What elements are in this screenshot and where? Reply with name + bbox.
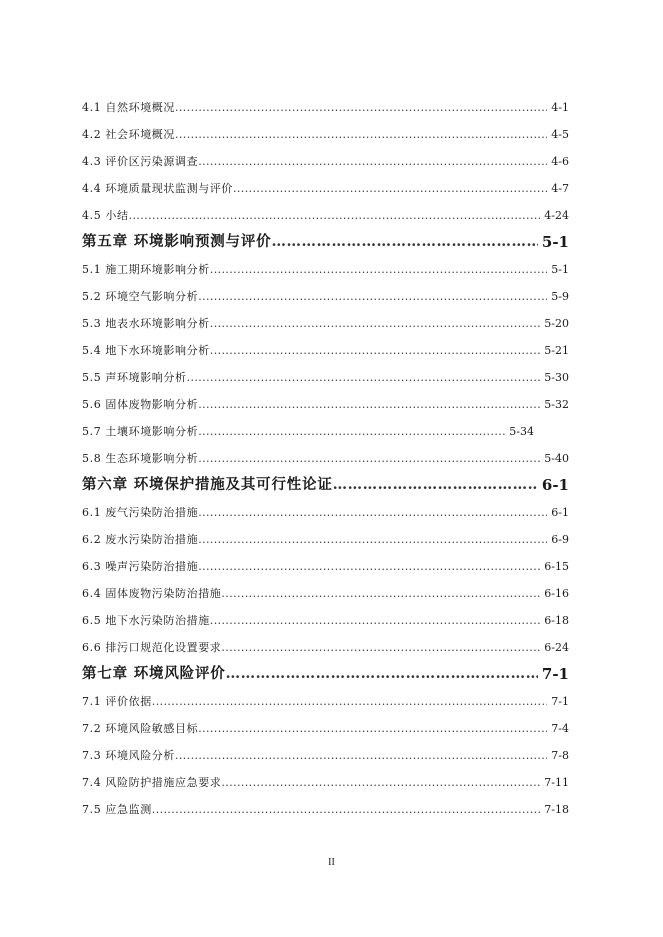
- dot-leader: [210, 262, 547, 281]
- toc-entry-label: 4.2 社会环境概况: [82, 128, 175, 141]
- toc-entry-page: 4-24: [544, 209, 569, 222]
- dot-leader: [198, 532, 547, 551]
- dot-leader: [198, 721, 547, 740]
- toc-entry-label: 4.5 小结: [82, 209, 129, 222]
- toc-entry-label: 5.5 声环境影响分析: [82, 371, 187, 384]
- dot-leader: [187, 370, 541, 389]
- dot-leader: [221, 775, 540, 794]
- toc-entry-page: 4-5: [551, 128, 569, 141]
- dot-leader: [198, 397, 540, 416]
- dot-leader: [198, 154, 547, 173]
- toc-entry-page: 7-1: [551, 695, 569, 708]
- toc-entry-label: 4.1 自然环境概况: [82, 101, 175, 114]
- toc-entry-7-4[interactable]: [82, 767, 569, 794]
- dot-leader: [198, 559, 540, 578]
- toc-entry-label: 6.4 固体废物污染防治措施: [82, 587, 222, 600]
- toc-entry-page: 5-34: [509, 425, 534, 438]
- dot-leader: [210, 343, 540, 362]
- toc-entry-4-2[interactable]: [82, 119, 569, 146]
- toc-entry-4-5[interactable]: [82, 200, 569, 227]
- toc-entry-5-6[interactable]: [82, 389, 569, 416]
- toc-entry-7-1[interactable]: [82, 686, 569, 713]
- toc-entry-label: 6.2 废水污染防治措施: [82, 533, 199, 546]
- toc-entry-7-5[interactable]: [82, 794, 569, 821]
- toc-entry-page: 6-1: [551, 506, 569, 519]
- dot-leader: [271, 232, 537, 254]
- toc-entry-page: 5-30: [544, 371, 569, 384]
- dot-leader: [233, 181, 547, 200]
- toc-chapter-label: 第七章 环境风险评价: [82, 665, 226, 682]
- dot-leader: [175, 100, 547, 119]
- toc-entry-page: 6-16: [544, 587, 569, 600]
- toc-entry-label: 5.1 施工期环境影响分析: [82, 263, 210, 276]
- toc-entry-label: 5.4 地下水环境影响分析: [82, 344, 210, 357]
- toc-entry-page: 7-8: [551, 749, 569, 762]
- toc-entry-label: 6.3 噪声污染防治措施: [82, 560, 199, 573]
- toc-entry-page: 6-15: [544, 560, 569, 573]
- toc-chapter-page: 6-1: [541, 476, 569, 494]
- toc-entry-label: 6.1 废气污染防治措施: [82, 506, 199, 519]
- toc-entry-page: 7-11: [544, 776, 569, 789]
- dot-leader: [152, 802, 540, 821]
- dot-leader: [226, 664, 538, 686]
- dot-leader: [152, 694, 547, 713]
- toc-entry-6-1[interactable]: [82, 497, 569, 524]
- toc-entry-page: 5-20: [544, 317, 569, 330]
- dot-leader: [198, 424, 505, 443]
- toc-entry-6-6[interactable]: [82, 632, 569, 659]
- toc-entry-5-4[interactable]: [82, 335, 569, 362]
- toc-entry-page: 5-21: [544, 344, 569, 357]
- toc-entry-6-2[interactable]: [82, 524, 569, 551]
- toc-entry-page: 5-9: [551, 290, 569, 303]
- dot-leader: [221, 586, 540, 605]
- toc-chapter-7[interactable]: [82, 659, 569, 686]
- toc-entry-6-3[interactable]: [82, 551, 569, 578]
- toc-chapter-5[interactable]: [82, 227, 569, 254]
- table-of-contents: [82, 92, 569, 821]
- dot-leader: [129, 208, 541, 227]
- toc-entry-5-5[interactable]: [82, 362, 569, 389]
- toc-entry-5-3[interactable]: [82, 308, 569, 335]
- toc-entry-page: 4-6: [551, 155, 569, 168]
- toc-entry-label: 4.3 评价区污染源调查: [82, 155, 199, 168]
- toc-entry-label: 4.4 环境质量现状监测与评价: [82, 182, 233, 195]
- toc-chapter-label: 第六章 环境保护措施及其可行性论证: [82, 476, 333, 493]
- toc-entry-page: 7-18: [544, 803, 569, 816]
- toc-entry-4-3[interactable]: [82, 146, 569, 173]
- toc-entry-7-3[interactable]: [82, 740, 569, 767]
- toc-entry-5-1[interactable]: [82, 254, 569, 281]
- dot-leader: [198, 451, 540, 470]
- toc-entry-page: 7-4: [551, 722, 569, 735]
- toc-entry-page: 4-7: [551, 182, 569, 195]
- toc-entry-6-5[interactable]: [82, 605, 569, 632]
- toc-entry-label: 7.1 评价依据: [82, 695, 152, 708]
- toc-entry-label: 6.5 地下水污染防治措施: [82, 614, 210, 627]
- toc-entry-5-7[interactable]: [82, 416, 534, 443]
- dot-leader: [175, 748, 547, 767]
- toc-entry-5-8[interactable]: [82, 443, 569, 470]
- toc-entry-label: 6.6 排污口规范化设置要求: [82, 641, 222, 654]
- toc-entry-label: 5.8 生态环境影响分析: [82, 452, 199, 465]
- toc-chapter-6[interactable]: [82, 470, 569, 497]
- toc-entry-4-1[interactable]: [82, 92, 569, 119]
- dot-leader: [210, 316, 540, 335]
- toc-entry-label: 5.2 环境空气影响分析: [82, 290, 199, 303]
- dot-leader: [175, 127, 547, 146]
- dot-leader: [210, 613, 540, 632]
- toc-entry-label: 7.3 环境风险分析: [82, 749, 175, 762]
- toc-entry-label: 7.4 风险防护措施应急要求: [82, 776, 222, 789]
- dot-leader: [198, 505, 547, 524]
- toc-entry-label: 5.3 地表水环境影响分析: [82, 317, 210, 330]
- toc-entry-page: 5-1: [551, 263, 569, 276]
- page-number: II: [328, 857, 335, 868]
- toc-entry-page: 5-40: [544, 452, 569, 465]
- toc-chapter-page: 5-1: [541, 233, 569, 251]
- toc-entry-label: 7.5 应急监测: [82, 803, 152, 816]
- toc-entry-label: 5.7 土壤环境影响分析: [82, 425, 199, 438]
- toc-entry-label: 7.2 环境风险敏感目标: [82, 722, 199, 735]
- dot-leader: [198, 289, 547, 308]
- toc-entry-6-4[interactable]: [82, 578, 569, 605]
- toc-entry-5-2[interactable]: [82, 281, 569, 308]
- toc-entry-page: 4-1: [551, 101, 569, 114]
- toc-entry-4-4[interactable]: [82, 173, 569, 200]
- toc-entry-page: 6-18: [544, 614, 569, 627]
- toc-chapter-label: 第五章 环境影响预测与评价: [82, 233, 272, 250]
- toc-entry-page: 6-9: [551, 533, 569, 546]
- dot-leader: [333, 475, 538, 497]
- toc-chapter-page: 7-1: [541, 665, 569, 683]
- dot-leader: [221, 640, 540, 659]
- toc-entry-7-2[interactable]: [82, 713, 569, 740]
- toc-entry-page: 5-32: [544, 398, 569, 411]
- toc-entry-label: 5.6 固体废物影响分析: [82, 398, 199, 411]
- toc-entry-page: 6-24: [544, 641, 569, 654]
